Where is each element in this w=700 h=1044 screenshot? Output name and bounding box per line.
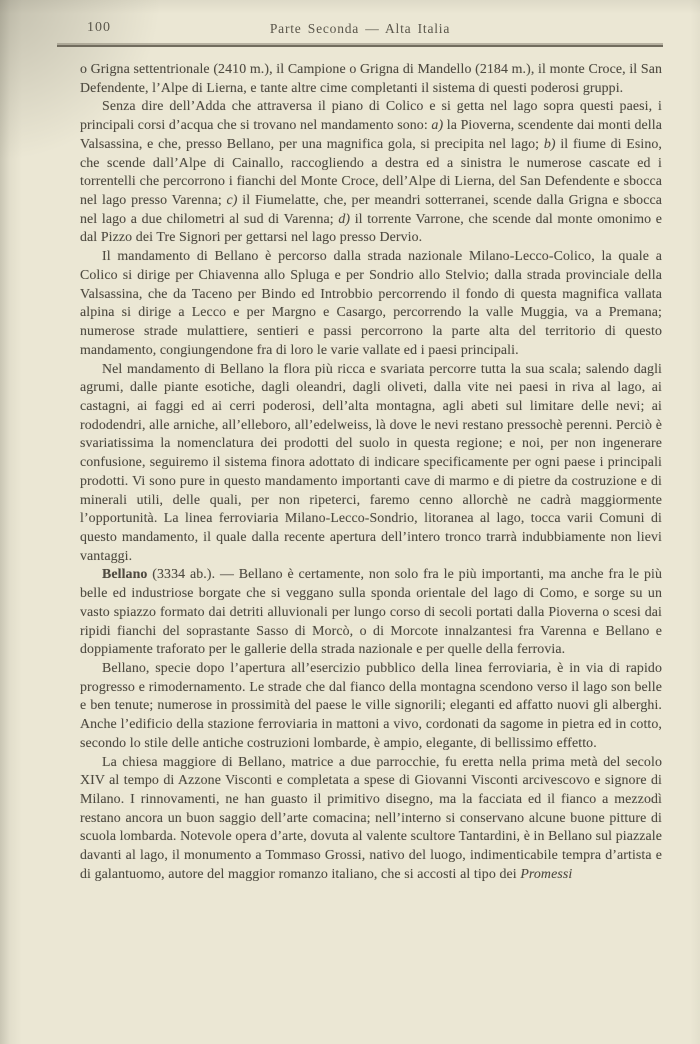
- paragraph-1: [80, 61, 662, 98]
- text-run: Senza dire dell’Adda che attraversa il piano di Colico e si getta nel lago sopra questi paesi, i principali corsi d’acqua che si trovano nel mandamento sono:: [80, 99, 662, 134]
- text-run: il Fiumelatte, che, per meandri sotterranei, scende dalla Grigna e sbocca nel lago a due chilometri al sud di Varenna;: [80, 193, 662, 227]
- page-number: 100: [87, 20, 111, 35]
- text-run: il torrente Varrone, che scende dal monte omonimo e dal Pizzo dei Tre Signori per gettarsi nel lago presso Dervio.: [80, 211, 662, 246]
- italic-run: Promessi: [520, 866, 573, 882]
- paragraph-7: [80, 754, 662, 885]
- italic-run: c): [226, 193, 238, 209]
- paragraph-3: [80, 248, 662, 360]
- text-run: il fiume di Esino, che scende dall’Alpe di Cainallo, raccogliendo a destra ed a sinistra le numerose cascate ed i torrentelli che percorrono i fianchi del Monte Croce, dell’Alpe di Lierna, del San Defendente e sbocca nel lago presso Varenna;: [80, 136, 662, 209]
- text-run: La chiesa maggiore di Bellano, matrice a due parrocchie, fu eretta nella prima metà del secolo XIV al tempo di Azzone Visconti e completata a spese di Giovanni Visconti arcivescovo e signore di Milano. I rinnovamenti, ne han guasto il primitivo disegno, ma la facciata ed il fianco a mezzodì restano ancora un buon saggio dell’arte comacina; nell’interno si conservano alcune buone pitture di scuola lombarda. Notevole opera d’arte, dovuta al valente scultore Tantardini, è in Bellano sul piazzale davanti al lago, il monumento a Tommaso Grossi, nativo del luogo, indimenticabile tempra d’artista e di galantuomo, autore del maggior romanzo italiano, che si accosti al tipo dei: [80, 754, 662, 882]
- text-run: la Pioverna, scendente dai monti della Valsassina, e che, presso Bellano, per una magnifica gola, si precipita nel lago;: [80, 118, 662, 152]
- paragraph-5: [80, 566, 662, 660]
- paragraph-2: [80, 98, 662, 248]
- text-run: Bellano, specie dopo l’apertura all’esercizio pubblico della linea ferroviaria, è in via di rapido progresso e rimodernamento. Le strade che dal fianco della montagna scendono verso il lago son belle e ben tenute; numerose in prossimità del paese le ville signorili; eleganti ed affatto nuovi gli alberghi. Anche l’edificio della stazione ferroviaria in mattoni a vivo, cordonati da sagome in pietra ed in cotto, secondo lo stile delle antiche costruzioni lombarde, è ampio, elegante, di bellissimo effetto.: [80, 661, 662, 751]
- paragraph-4: [80, 361, 662, 567]
- text-block: [80, 61, 662, 885]
- text-run: Nel mandamento di Bellano la flora più ricca e svariata percorre tutta la sua scala; salendo dagli agrumi, dalle piante esotiche, dagli oleandri, dagli oliveti, dalla vite nei paesi in riva al lago, ai castagni, ai faggi ed ai cerri poderosi, dell’alta montagna, agli abeti sul limitare delle nevi; ai rododendri, alle arniche, all’elleboro, all’edelweiss, là dove le nevi restano pressochè perenni. Perciò è svariatissima la nomenclatura dei prodotti del suolo in questa regione; e noi, per non ingenerare confusione, seguiremo il sistema finora adottato di indicare specificamente per ogni paese i principali prodotti. Vi sono pure in questo mandamento importanti cave di marmo e di pietre da costruzione e di minerali utili, delle quali, per non ripeterci, faremo cenno allorchè ne cadrà maggiormente l’opportunità. La linea ferroviaria Milano-Lecco-Sondrio, litoranea al lago, tocca varii Comuni di questo mandamento, il quale dalla recente apertura dell’intero tronco trarrà indubbiamente non lievi vantaggi.: [80, 361, 662, 564]
- text-run: (3334 ab.). — Bellano è certamente, non solo fra le più importanti, ma anche fra le più belle ed industriose borgate che si veggano sulla sponda orientale del lago di Como, e sorge su un vasto spiazzo formato dai detriti alluvionali per lungo corso di secoli portati dalla Pioverna o scesi dai ripidi fianchi del soprastante Sasso di Morcò, o di Morcote innalzantesi fra Varenna e Bellano e doppiamente traforato per le gallerie della strada nazionale e per quelle della ferrovia.: [80, 567, 662, 658]
- italic-run: b): [543, 136, 556, 152]
- bold-run: Bellano: [102, 567, 148, 583]
- header-rule: [57, 45, 663, 47]
- paragraph-6: [80, 660, 662, 754]
- running-title: Parte Seconda — Alta Italia: [269, 21, 451, 36]
- italic-run: d): [338, 211, 351, 227]
- italic-run: a): [431, 118, 444, 134]
- text-run: Il mandamento di Bellano è percorso dalla strada nazionale Milano-Lecco-Colico, la quale a Colico si dirige per Chiavenna allo Spluga e per Sondrio allo Stelvio; dalla strada provinciale della Valsassina, che da Taceno per Bindo ed Introbbio percorrendo il fondo di questa magnifica vallata alpina si dirige a Lecco e per Margno e Casargo, percorrendo la valle Muggia, va a Premana; numerose strade mulattiere, sentieri e passi percorrono la parte alta del territorio di questo mandamento, congiungendone fra di loro le varie vallate ed i paesi principali.: [80, 249, 662, 358]
- text-run: o Grigna settentrionale (2410 m.), il Campione o Grigna di Mandello (2184 m.), il monte Croce, il San Defendente, l’Alpe di Lierna, e tante altre cime completanti il sistema di questi poderosi gruppi.: [80, 62, 662, 96]
